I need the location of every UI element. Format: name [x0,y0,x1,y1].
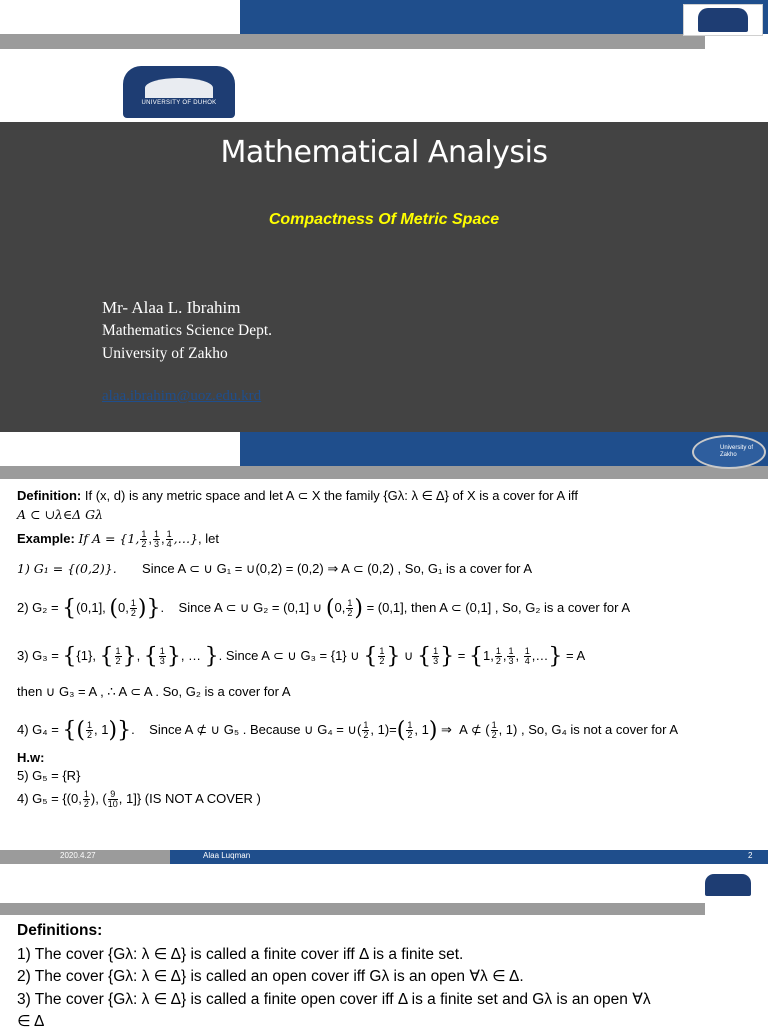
logo-icon [698,8,748,32]
definition-open-cover: 2) The cover {Gλ: λ ∈ Δ} is called an open cover iff Gλ is an open ∀λ ∈ Δ. [17,968,524,985]
example-3-conclusion: then ∪ G₃ = A , ∴ A ⊂ A . So, G₂ is a cover for A [17,684,291,699]
example-2: 2) G₂ = {(0,1], (0, $\frac{1}{2}$ )}. Since A ⊂ ∪ G₂ = (0,1] ∪ (0, $\frac{1}{2}$ ) = (0,1], then A ⊂ (0,1] , So, G₂ is a cover for A [17,596,630,621]
footer-blue-bar [240,432,768,466]
header-grey-bar [0,34,705,49]
example-3-reason: Since A ⊂ ∪ G₃ = {1} ∪ [225,647,360,663]
definition-line [17,488,578,504]
author-email-link[interactable]: alaa.ibrahim@uoz.edu.krd [102,388,262,404]
definition-label: Definition: [17,488,82,503]
footer-grey-bar [0,466,768,479]
definition-finite-cover: 1) The cover {Gλ: λ ∈ Δ} is called a finite cover iff Δ is a finite set. [17,946,464,963]
logo-arch-icon [145,78,212,98]
example-2-reason: Since A ⊂ ∪ G₂ = (0,1] ∪ [178,599,323,615]
logo-text: UNIVERSITY OF DUHOK [141,99,217,106]
presentation-subtitle: Compactness Of Metric Space [268,211,500,228]
homework-1: 5) G₅ = {R} [17,768,81,783]
example-1 [17,561,532,577]
example-label: Example: [17,530,75,546]
example-4-reason: Since A ⊄ ∪ G₅ . Because ∪ G₄ = ∪( [149,721,362,737]
example-4-label: 4) G₄ = [17,721,59,737]
author-university: University of Zakho [102,345,228,362]
definition-union: A ⊂ ∪λ∈Δ Gλ [17,507,104,522]
homework-label: H.w: [17,750,45,765]
footer-author: Alaa Luqman [203,851,251,860]
homework-2-start: 4) G₅ = {(0, [17,790,82,806]
example-3: 3) G₃ = {{1}, { $\frac{1}{2}$ }, { $\frac{1}{3}$ }, … }. Since A ⊂ ∪ G₃ = {1} ∪ { $\frac{1}{2}$ } ∪ { $\frac{1}{3}$ } = {1, $\frac{1}{2}$ , $\frac{1}{3}$ , $\frac{1}{4}$ ,…} = A [17,644,586,669]
slide3-grey-bar [0,903,705,915]
example-4: 4) G₄ = {( $\frac{1}{2}$ , 1)}. Since A ⊄ ∪ G₅ . Because ∪ G₄ = ∪( $\frac{1}{2}$ , 1)=( $\frac{1}{2}$ , 1) ⇒ A ⊄ ( $\frac{1}{2}$ , 1) , So, G₄ is not a cover for A [17,718,679,743]
example-1-reason: Since A ⊂ ∪ G₁ = ∪(0,2) = (0,2) ⇒ A ⊂ (0,2) , So, G₁ is a cover for A [142,561,532,576]
footer-page-number: 2 [748,851,753,860]
example-2-result: = (0,1], then A ⊂ (0,1] , So, G₂ is a cover for A [366,599,630,615]
definition-text: If (x, d) is any metric space and let A ⊂ X the family {Gλ: λ ∈ Δ} of X is a cover for A iff [84,488,578,503]
definitions-heading: Definitions: [17,922,103,939]
example-3-result: = A [566,647,586,663]
seal-text: University of Zakho [720,445,754,458]
example-line: Example: If A = {1, $\frac{1}{2}$ , $\frac{1}{3}$ , $\frac{1}{4}$ ,…}, let [17,529,220,549]
definition-finite-open-cover-cont: ∈ Δ [17,1013,45,1030]
author-department: Mathematics Science Dept. [102,322,273,339]
example-2-label: 2) G₂ = [17,599,59,615]
university-seal-icon [692,435,766,469]
presentation-title: Mathematical Analysis [220,135,548,170]
footer-date: 2020.4.27 [60,851,96,860]
author-name: Mr- Alaa L. Ibrahim [102,298,241,317]
slide3-logo-box [693,866,763,902]
university-logo-small [683,4,763,36]
example-3-label: 3) G₃ = [17,647,59,663]
example-1-set: 1) G₁ = {(0,2)}. [17,561,117,576]
logo-icon [705,874,751,896]
definition-finite-open-cover: 3) The cover {Gλ: λ ∈ Δ} is called a finite open cover iff Δ is a finite set and Gλ is an open ∀λ [17,991,651,1008]
homework-2: 4) G₅ = {(0, $\frac{1}{2}$ ), ( $\frac{9}{10}$ , 1]} (IS NOT A COVER ) [17,789,261,809]
university-logo [123,66,235,118]
homework-2-end: 1]} (IS NOT A COVER ) [126,790,261,806]
example-4-result: , So, G₄ is not a cover for A [520,721,679,737]
